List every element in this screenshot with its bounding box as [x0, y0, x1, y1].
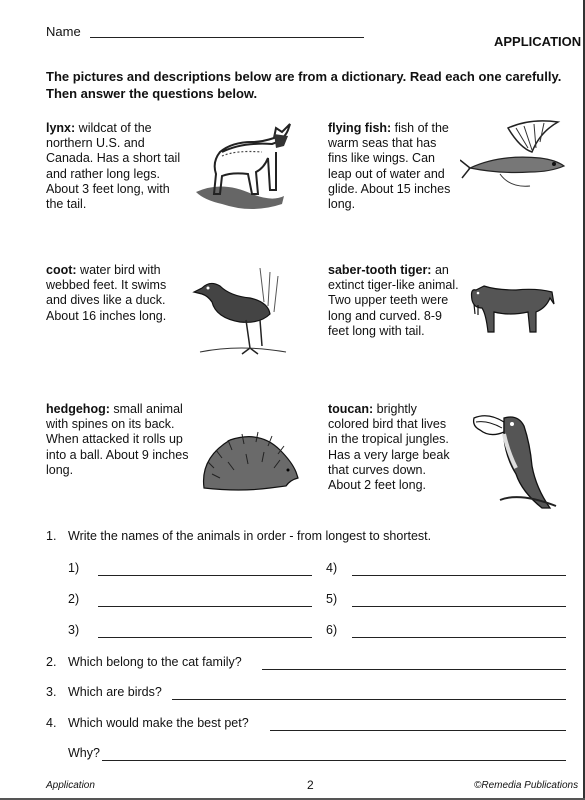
answer-blank-1[interactable]: [98, 575, 312, 576]
entry-term: flying fish:: [328, 121, 392, 135]
question-3-text: Which are birds?: [68, 685, 162, 699]
entry-term: hedgehog:: [46, 402, 110, 416]
entry-lynx: [46, 121, 186, 212]
section-title: APPLICATION: [494, 34, 582, 49]
entry-term: coot:: [46, 263, 77, 277]
toucan-illustration: [470, 408, 560, 518]
answer-blank-2[interactable]: [98, 606, 312, 607]
entry-coot: [46, 263, 186, 324]
lynx-illustration: [192, 122, 296, 217]
entry-definition: small animal with spines on its back. When attacked it rolls up into a ball. About 9 inches long.: [46, 402, 189, 477]
answer-blank-label: 5): [326, 592, 338, 606]
why-label: Why?: [68, 746, 100, 760]
question-1-number: 1.: [46, 529, 57, 543]
entry-definition: wildcat of the northern U.S. and Canada. Has a short tail and rather long legs. About 3 feet long, with the tail.: [46, 121, 181, 212]
question-3-answer-line[interactable]: [172, 699, 566, 700]
answer-blank-label: 3): [68, 623, 80, 637]
question-4-number: 4.: [46, 716, 57, 730]
question-3-number: 3.: [46, 685, 57, 699]
coot-illustration: [190, 262, 290, 358]
entry-definition: water bird with webbed feet. It swims and dives like a duck. About 16 inches long.: [46, 263, 167, 323]
entry-definition: brightly colored bird that lives in the tropical jungles. Has a very large beak that curves down. About 2 feet long.: [328, 402, 450, 493]
answer-blank-label: 4): [326, 561, 338, 575]
flying-fish-illustration: [460, 118, 570, 198]
answer-blank-4[interactable]: [352, 575, 566, 576]
entry-saber-tooth-tiger: [328, 263, 463, 339]
instructions: The pictures and descriptions below are from a dictionary. Read each one carefully. Then answer the questions below.: [46, 69, 562, 101]
question-1-text: Write the names of the animals in order - from longest to shortest.: [68, 529, 432, 543]
footer-left: Application: [46, 780, 95, 791]
entry-definition: fish of the warm seas that has fins like wings. Can leap out of water and glide. About 15 inches long.: [328, 121, 451, 212]
answer-blank-label: 6): [326, 623, 338, 637]
answer-blank-6[interactable]: [352, 637, 566, 638]
name-label: Name: [46, 24, 81, 39]
question-2-text: Which belong to the cat family?: [68, 655, 242, 669]
question-4-text: Which would make the best pet?: [68, 716, 249, 730]
hedgehog-illustration: [200, 428, 300, 494]
saber-tooth-tiger-illustration: [466, 278, 558, 338]
page-number: 2: [307, 778, 314, 792]
answer-blank-label: 1): [68, 561, 80, 575]
entry-term: toucan:: [328, 402, 374, 416]
answer-blank-label: 2): [68, 592, 80, 606]
entry-flying-fish: [328, 121, 458, 212]
name-field[interactable]: [90, 37, 364, 38]
entry-term: saber-tooth tiger:: [328, 263, 432, 277]
entry-definition: an extinct tiger-like animal. Two upper teeth were long and curved. 8-9 feet long with tail.: [328, 263, 459, 338]
entry-toucan: [328, 402, 458, 493]
question-4-answer-line[interactable]: [270, 730, 566, 731]
entry-hedgehog: [46, 402, 196, 478]
answer-blank-5[interactable]: [352, 606, 566, 607]
question-2-answer-line[interactable]: [262, 669, 566, 670]
entry-term: lynx:: [46, 121, 76, 135]
answer-blank-3[interactable]: [98, 637, 312, 638]
why-answer-line[interactable]: [102, 760, 566, 761]
footer-right: ©Remedia Publications: [474, 780, 579, 791]
question-2-number: 2.: [46, 655, 57, 669]
